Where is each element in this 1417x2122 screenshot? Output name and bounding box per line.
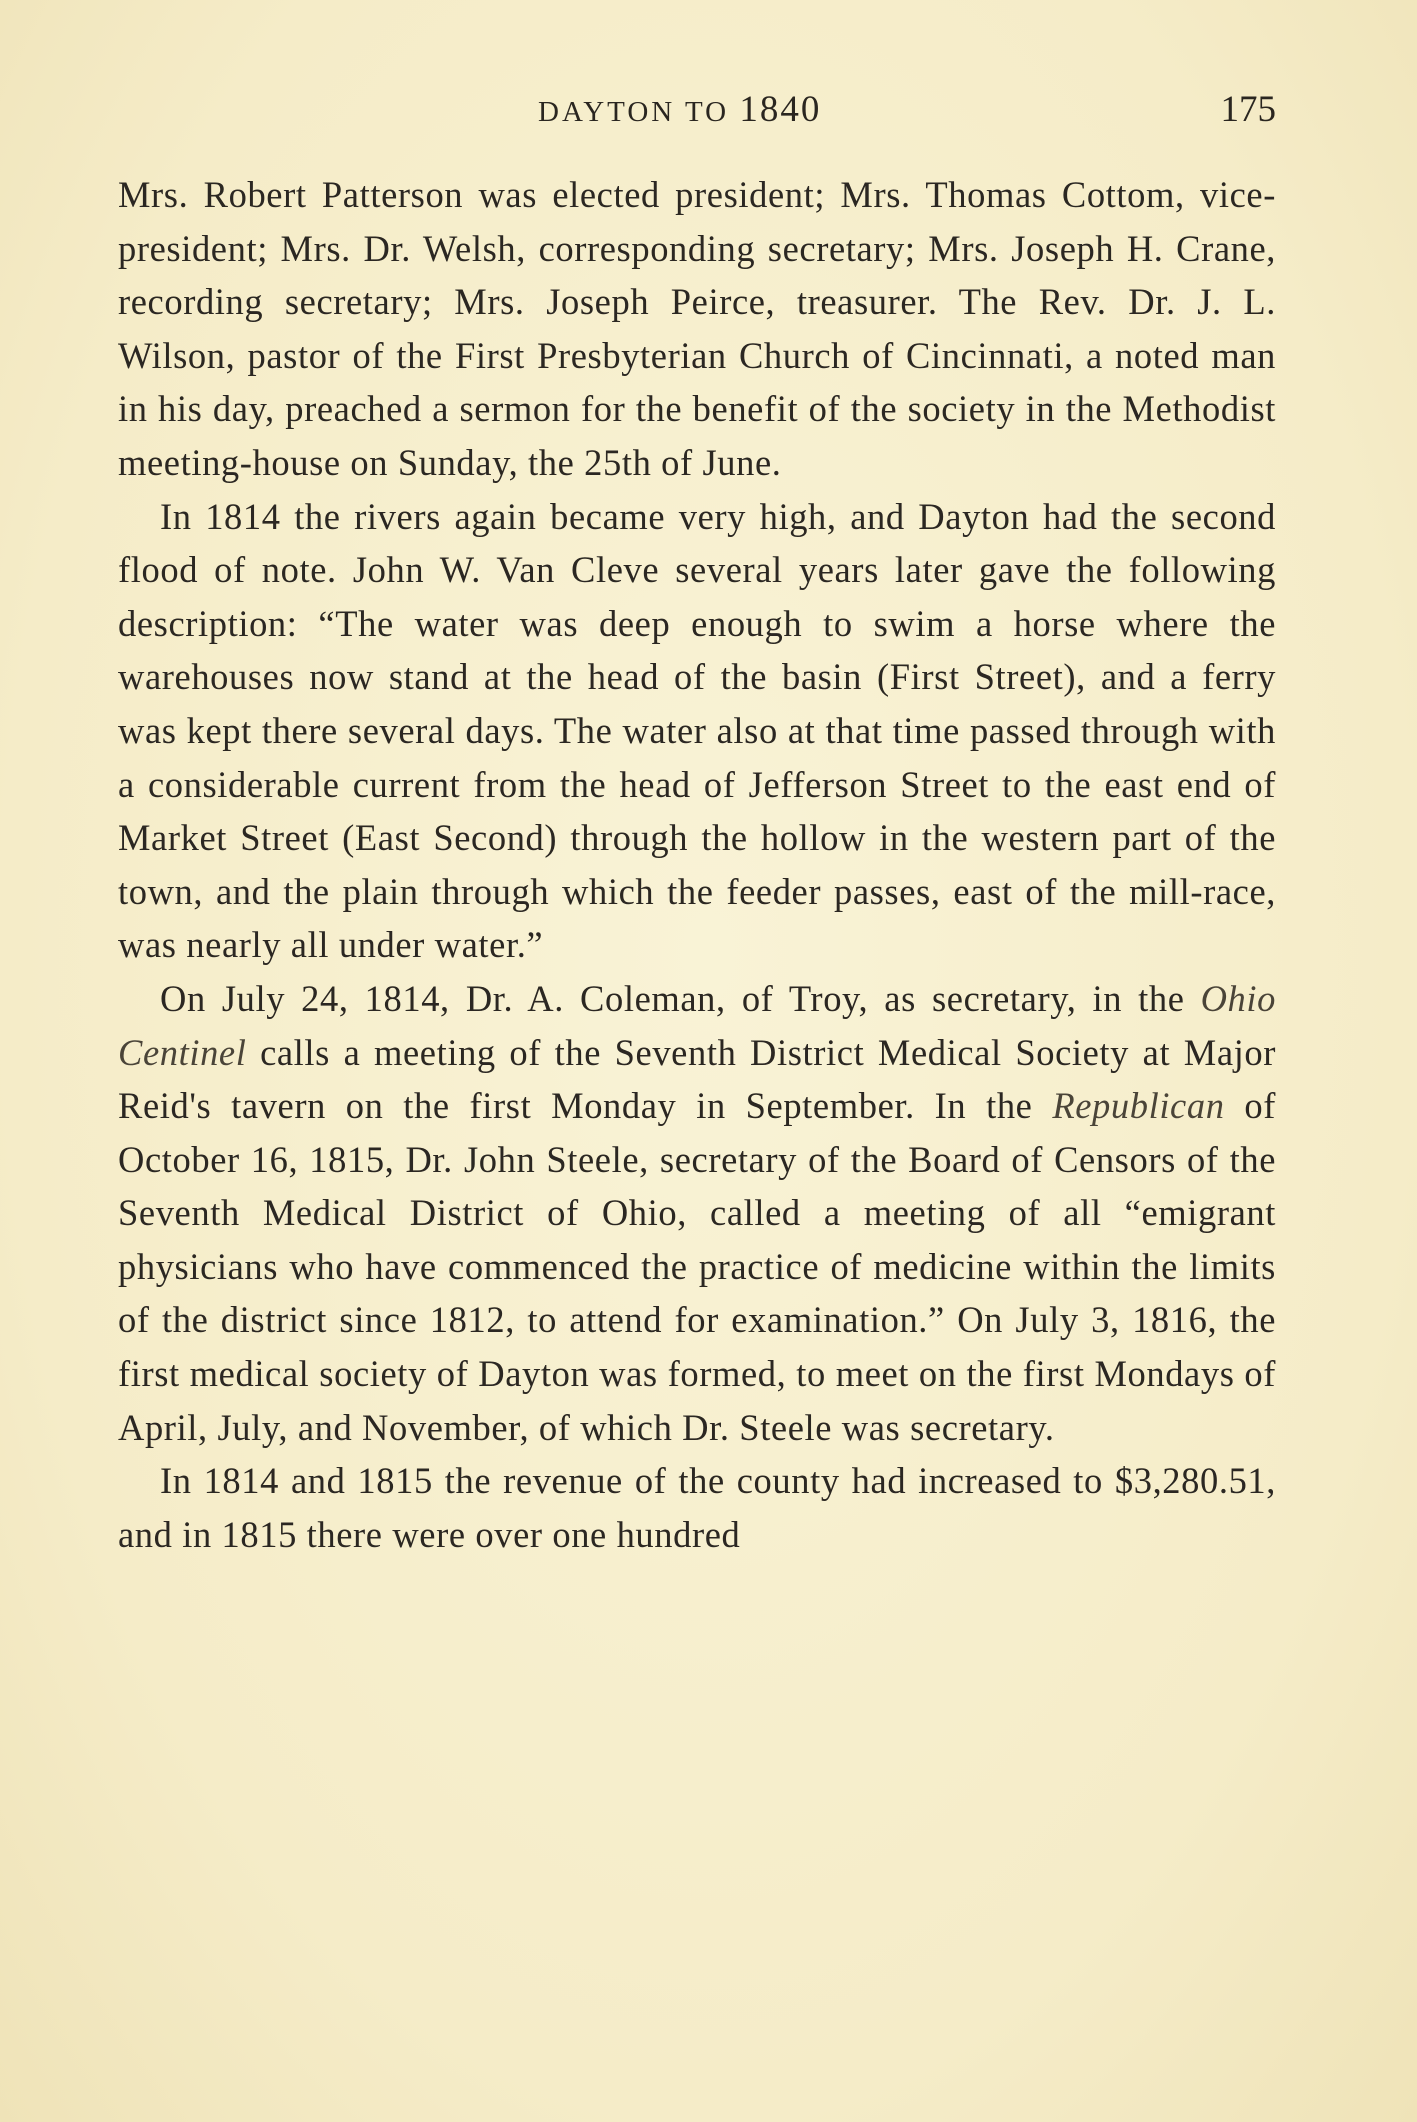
paragraph-4: In 1814 and 1815 the revenue of the county had increased to $3,280.51, and in 1815 there were over one hundred [118,1460,1276,1555]
newspaper-title-ohio-centinel: Ohio Centinel [118,977,1276,1073]
paragraph-2: In 1814 the rivers again became very high, and Dayton had the second flood of note. John W. Van Cleve several years later gave the following description: “The water was deep enough to swim a horse where the warehouses now stand at the head of the basin (First Street), and a ferry was kept there several days. The water also at that time passed through with a considerable current from the head of Jefferson Street to the east end of Market Street (East Second) through the hollow in the western part of the town, and the plain through which the feeder passes, east of the mill-race, was nearly all under water.” [118,495,1276,966]
body-text [118,168,1276,1561]
page-number: 175 [1220,89,1276,130]
newspaper-title-republican: Republican [1052,1085,1225,1127]
running-head [118,88,1276,138]
paragraph-3-part-2: calls a meeting of the Seventh District Medical Society at Major Reid's tavern on the first Monday in September. In the [118,1031,1276,1127]
running-head-title-text: DAYTON TO [538,96,740,128]
paragraph-3-part-1: On July 24, 1814, Dr. A. Coleman, of Troy, as secretary, in the [160,977,1201,1019]
running-head-title [538,88,821,131]
paragraph-3 [118,972,1276,1454]
running-head-year: 1840 [739,89,822,130]
paragraph-3-part-3: of October 16, 1815, Dr. John Steele, secretary of the Board of Censors of the Seventh Medical District of Ohio, called a meeting of all “emigrant physicians who have commenced the practice of medicine within the limits of the district since 1812, to attend for examination.” On July 3, 1816, the first medical society of Dayton was formed, to meet on the first Mondays of April, July, and November, of which Dr. Steele was secretary. [118,1085,1276,1448]
paragraph-1: Mrs. Robert Patterson was elected president; Mrs. Thomas Cottom, vice-president; Mrs. Dr. Welsh, corresponding secretary; Mrs. Joseph H. Crane, recording secretary; Mrs. Joseph Peirce, treasurer. The Rev. Dr. J. L. Wilson, pastor of the First Presbyterian Church of Cincinnati, a noted man in his day, preached a sermon for the benefit of the society in the Methodist meeting-house on Sunday, the 25th of June. [118,174,1276,483]
